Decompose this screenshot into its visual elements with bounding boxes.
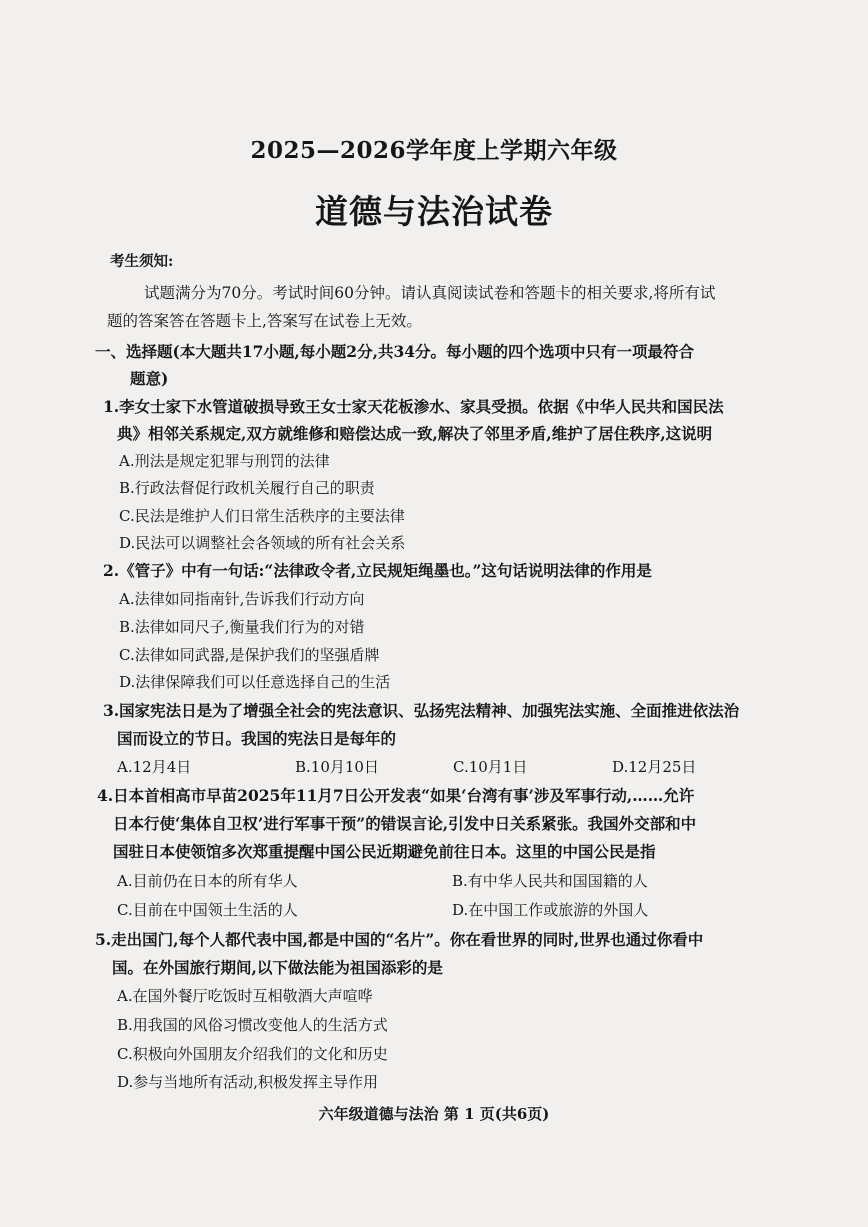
question-3-option-d: D.12月25日 xyxy=(612,758,697,776)
notice-line-1: 试题满分为70分。考试时间60分钟。请认真阅读试卷和答题卡的相关要求,将所有试 xyxy=(144,284,716,302)
exam-title-line2: 道德与法治试卷 xyxy=(315,192,553,231)
question-5-option-d: D.参与当地所有活动,积极发挥主导作用 xyxy=(117,1073,379,1091)
question-2-option-d: D.法律保障我们可以任意选择自己的生活 xyxy=(119,673,391,691)
question-4-option-c: C.目前在中国领土生活的人 xyxy=(117,901,298,919)
exam-title-line1: 2025—2026学年度上学期六年级 xyxy=(250,137,618,164)
question-2-option-b: B.法律如同尺子,衡量我们行为的对错 xyxy=(119,618,365,636)
question-3-option-b: B.10月10日 xyxy=(295,758,379,776)
question-5-option-c: C.积极向外国朋友介绍我们的文化和历史 xyxy=(117,1045,388,1063)
question-3-stem-line-1: 3.国家宪法日是为了增强全社会的宪法意识、弘扬宪法精神、加强宪法实施、全面推进依法治 xyxy=(103,701,740,720)
question-1-option-b: B.行政法督促行政机关履行自己的职责 xyxy=(119,479,375,497)
question-4-stem-line-2: 日本行使‘集体自卫权’进行军事干预”的错误言论,引发中日关系紧张。我国外交部和中 xyxy=(113,814,697,833)
notice-line-2: 题的答案答在答题卡上,答案写在试卷上无效。 xyxy=(107,312,422,330)
question-1-stem-line-1: 1.李女士家下水管道破损导致王女士家天花板渗水、家具受损。依据《中华人民共和国民法 xyxy=(103,397,724,416)
question-4-option-d: D.在中国工作或旅游的外国人 xyxy=(452,901,649,919)
question-5-stem-line-2: 国。在外国旅行期间,以下做法能为祖国添彩的是 xyxy=(112,958,443,977)
question-5-stem-line-1: 5.走出国门,每个人都代表中国,都是中国的“名片”。你在看世界的同时,世界也通过你看中 xyxy=(95,930,704,949)
question-1-option-c: C.民法是维护人们日常生活秩序的主要法律 xyxy=(119,507,405,525)
section-heading-line-2: 题意) xyxy=(130,369,169,388)
question-5-option-a: A.在国外餐厅吃饭时互相敬酒大声喧哗 xyxy=(117,987,373,1005)
question-3-option-c: C.10月1日 xyxy=(453,758,528,776)
question-4-stem-line-3: 国驻日本使领馆多次郑重提醒中国公民近期避免前往日本。这里的中国公民是指 xyxy=(113,842,656,861)
section-heading-line-1: 一、选择题(本大题共17小题,每小题2分,共34分。每小题的四个选项中只有一项最符合 xyxy=(95,342,695,361)
question-2-option-a: A.法律如同指南针,告诉我们行动方向 xyxy=(119,590,365,608)
notice-heading: 考生须知: xyxy=(110,253,174,270)
question-2-stem-line-1: 2.《管子》中有一句话:“法律政令者,立民规矩绳墨也。”这句话说明法律的作用是 xyxy=(103,561,652,580)
question-3-stem-line-2: 国而设立的节日。我国的宪法日是每年的 xyxy=(117,729,397,748)
question-1-option-a: A.刑法是规定犯罪与刑罚的法律 xyxy=(119,452,330,470)
question-1-stem-line-2: 典》相邻关系规定,双方就维修和赔偿达成一致,解决了邻里矛盾,维护了居住秩序,这说明 xyxy=(117,424,713,443)
question-3-option-a: A.12月4日 xyxy=(117,758,192,776)
question-4-stem-line-1: 4.日本首相高市早苗2025年11月7日公开发表“如果‘台湾有事’涉及军事行动,……允许 xyxy=(97,786,695,805)
page-footer: 六年级道德与法治 第 1 页(共6页) xyxy=(318,1105,550,1123)
question-4-option-b: B.有中华人民共和国国籍的人 xyxy=(452,872,648,890)
question-5-option-b: B.用我国的风俗习惯改变他人的生活方式 xyxy=(117,1016,388,1034)
question-1-option-d: D.民法可以调整社会各领域的所有社会关系 xyxy=(119,534,406,552)
question-2-option-c: C.法律如同武器,是保护我们的坚强盾牌 xyxy=(119,646,380,664)
question-4-option-a: A.目前仍在日本的所有华人 xyxy=(117,872,298,890)
